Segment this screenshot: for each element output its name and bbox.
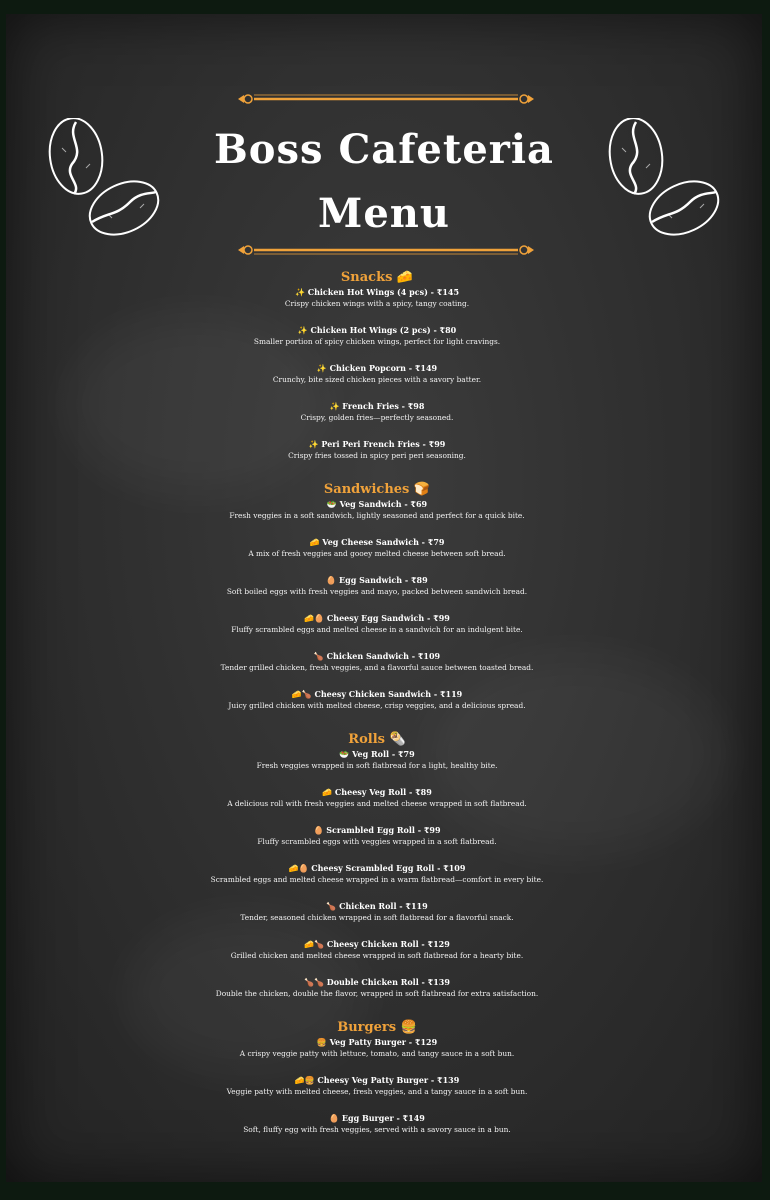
item-name: 🥚 Egg Sandwich - ₹89 xyxy=(326,575,428,585)
menu-item xyxy=(156,324,598,362)
item-description: Crispy chicken wings with a spicy, tangy coating. xyxy=(284,299,470,308)
item-description: Crispy, golden fries—perfectly seasoned. xyxy=(300,413,454,422)
item-description: Fluffy scrambled eggs with veggies wrapped in a soft flatbread. xyxy=(257,837,497,846)
page-title: Boss Cafeteria xyxy=(214,126,554,173)
menu-item xyxy=(156,786,598,824)
menu-item xyxy=(156,976,598,1014)
section-title: Rolls 🌯 xyxy=(348,732,406,747)
item-name: 🥚 Scrambled Egg Roll - ₹99 xyxy=(313,825,441,835)
menu-item xyxy=(156,536,598,574)
coffee-beans-icon xyxy=(46,118,166,238)
item-name: 🥚 Egg Burger - ₹149 xyxy=(329,1113,425,1123)
chalkboard-background xyxy=(6,14,762,1182)
item-name: 🥗 Veg Sandwich - ₹69 xyxy=(326,499,428,509)
item-description: Veggie patty with melted cheese, fresh veggies, and a tangy sauce in a soft bun. xyxy=(226,1087,528,1096)
menu-item xyxy=(156,650,598,688)
menu-item xyxy=(156,862,598,900)
item-name: ✨ French Fries - ₹98 xyxy=(329,401,425,411)
item-description: Scrambled eggs and melted cheese wrapped in a warm flatbread—comfort in every bite. xyxy=(210,875,544,884)
section-title: Burgers 🍔 xyxy=(337,1020,417,1035)
item-name: ✨ Chicken Popcorn - ₹149 xyxy=(316,363,438,373)
menu-section-sandwiches xyxy=(156,481,598,726)
item-description: Grilled chicken and melted cheese wrapped in soft flatbread for a hearty bite. xyxy=(230,951,524,960)
item-description: A delicious roll with fresh veggies and melted cheese wrapped in soft flatbread. xyxy=(227,799,527,808)
item-description: Tender grilled chicken, fresh veggies, and a flavorful sauce between toasted bread. xyxy=(220,663,534,672)
menu-section-rolls xyxy=(156,731,598,1014)
item-description: Double the chicken, double the flavor, wrapped in soft flatbread for extra satisfaction. xyxy=(215,989,539,998)
item-description: Fresh veggies wrapped in soft flatbread for a light, healthy bite. xyxy=(256,761,498,770)
item-name: 🍔 Veg Patty Burger - ₹129 xyxy=(316,1037,438,1047)
item-name: 🍗 Chicken Roll - ₹119 xyxy=(326,901,428,911)
item-name: ✨ Chicken Hot Wings (4 pcs) - ₹145 xyxy=(294,287,460,297)
section-title: Sandwiches 🍞 xyxy=(323,482,431,497)
item-name: 🧀🥚 Cheesy Scrambled Egg Roll - ₹109 xyxy=(288,863,466,873)
item-description: Smaller portion of spicy chicken wings, perfect for light cravings. xyxy=(253,337,501,346)
menu-section-burgers xyxy=(156,1019,598,1150)
item-name: 🧀🥚 Cheesy Egg Sandwich - ₹99 xyxy=(304,613,450,623)
menu-item xyxy=(156,938,598,976)
item-name: 🍗🍗 Double Chicken Roll - ₹139 xyxy=(304,977,450,987)
item-description: A crispy veggie patty with lettuce, tomato, and tangy sauce in a soft bun. xyxy=(239,1049,515,1058)
item-description: Tender, seasoned chicken wrapped in soft flatbread for a flavorful snack. xyxy=(240,913,514,922)
item-name: ✨ Peri Peri French Fries - ₹99 xyxy=(308,439,446,449)
menu-item xyxy=(156,824,598,862)
item-description: A mix of fresh veggies and gooey melted cheese between soft bread. xyxy=(248,549,506,558)
menu-item xyxy=(156,574,598,612)
page-subtitle: Menu xyxy=(318,190,450,237)
item-name: ✨ Chicken Hot Wings (2 pcs) - ₹80 xyxy=(297,325,457,335)
menu-item xyxy=(156,498,598,536)
item-description: Crunchy, bite sized chicken pieces with a savory batter. xyxy=(272,375,482,384)
item-description: Crispy fries tossed in spicy peri peri seasoning. xyxy=(288,451,466,460)
menu-item xyxy=(156,400,598,438)
menu-section-snacks xyxy=(156,269,598,476)
menu-item xyxy=(156,900,598,938)
menu-list xyxy=(156,269,598,1150)
item-name: 🧀 Cheesy Veg Roll - ₹89 xyxy=(322,787,432,797)
menu-item xyxy=(156,438,598,476)
coffee-beans-icon xyxy=(606,118,726,238)
menu-item xyxy=(156,286,598,324)
item-description: Soft, fluffy egg with fresh veggies, served with a savory sauce in a bun. xyxy=(243,1125,511,1134)
menu-item xyxy=(156,688,598,726)
item-name: 🧀🍔 Cheesy Veg Patty Burger - ₹139 xyxy=(294,1075,460,1085)
ornamental-divider-icon xyxy=(234,92,538,106)
menu-item xyxy=(156,1036,598,1074)
menu-item xyxy=(156,748,598,786)
ornamental-divider-icon xyxy=(234,243,538,257)
item-name: 🍗 Chicken Sandwich - ₹109 xyxy=(313,651,441,661)
item-description: Fresh veggies in a soft sandwich, lightly seasoned and perfect for a quick bite. xyxy=(229,511,525,520)
item-description: Juicy grilled chicken with melted cheese, crisp veggies, and a delicious spread. xyxy=(228,701,526,710)
item-description: Soft boiled eggs with fresh veggies and mayo, packed between sandwich bread. xyxy=(226,587,528,596)
item-name: 🧀🍗 Cheesy Chicken Roll - ₹129 xyxy=(304,939,450,949)
section-title: Snacks 🧀 xyxy=(340,270,414,285)
menu-item xyxy=(156,1112,598,1150)
item-description: Fluffy scrambled eggs and melted cheese in a sandwich for an indulgent bite. xyxy=(231,625,523,634)
menu-item xyxy=(156,1074,598,1112)
item-name: 🧀🍗 Cheesy Chicken Sandwich - ₹119 xyxy=(291,689,463,699)
menu-item xyxy=(156,362,598,400)
menu-item xyxy=(156,612,598,650)
item-name: 🥗 Veg Roll - ₹79 xyxy=(339,749,415,759)
item-name: 🧀 Veg Cheese Sandwich - ₹79 xyxy=(309,537,445,547)
